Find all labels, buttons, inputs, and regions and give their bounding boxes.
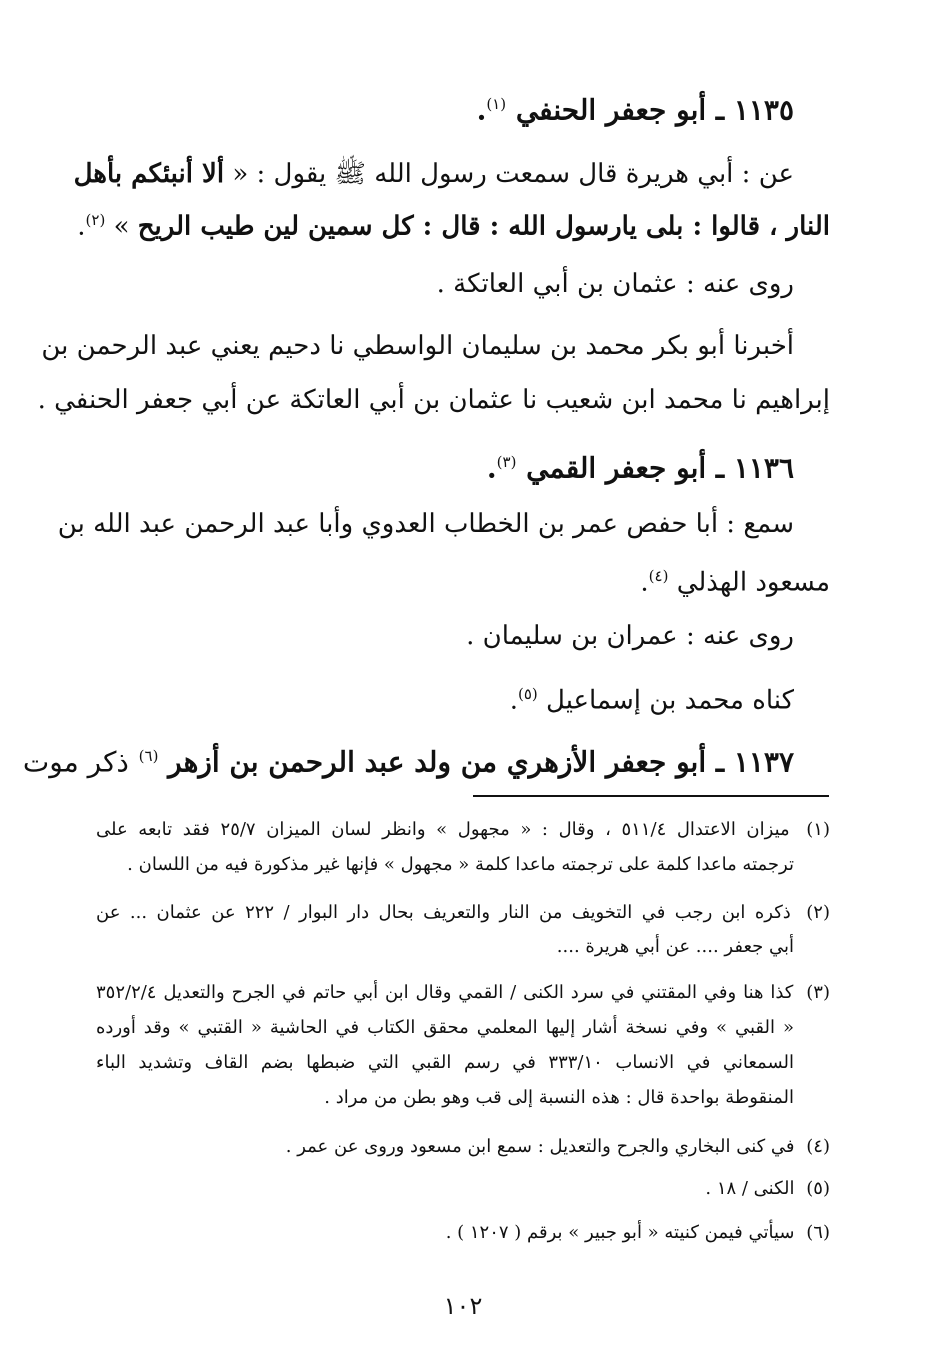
footnote-3-line-3: السمعاني في الانساب ٣٣٣/١٠ في رسم القبي التي ضبطها بضم القاف وتشديد الباء	[96, 1052, 794, 1073]
hadith-line-1	[73, 154, 830, 194]
footnote-text: سيأتي فيمن كنيته « أبو جبير » برقم ( ١٢٠٧ ) .	[445, 1222, 795, 1243]
hadith-text-bold: ألا أنبئكم بأهل	[73, 159, 225, 189]
entry-1137-heading	[22, 734, 830, 784]
footnote-1-line-2: ترجمته ماعدا كلمة على ترجمته ماعدا كلمة « مجهول » فإنها غير مذكورة فيه من اللسان .	[127, 854, 794, 875]
heard-line-1: سمع : أبا حفص عمر بن الخطاب العدوي وأبا عبد الرحمن عبد الله بن	[57, 509, 794, 539]
footnote-text: الكنى / ١٨ .	[705, 1178, 795, 1199]
entry-heading-text: ١١٣٦ ـ أبو جعفر القمي	[526, 451, 794, 485]
footnote-6	[96, 1218, 830, 1248]
footnote-ref: (٥)	[517, 685, 538, 703]
narrator-line: روى عنه : عثمان بن أبي العاتكة .	[436, 269, 794, 299]
hadith-line-2	[77, 200, 830, 247]
period: .	[77, 211, 86, 242]
footnote-number: (٣)	[806, 982, 830, 1003]
footnote-ref: (٣)	[496, 453, 517, 471]
entry-1135-heading: ١١٣٥ ـ أبو جعفر الحنفي $^{(١)}$.	[476, 93, 794, 127]
kunya-line	[96, 674, 830, 721]
footnote-text: في كنى البخاري والجرح والتعديل : سمع ابن مسعود وروى عن عمر .	[285, 1136, 795, 1157]
period: .	[640, 567, 649, 598]
footnote-2-line-1	[96, 898, 830, 928]
page-number: ١٠٢	[443, 1292, 483, 1320]
footnote-number: (٢)	[806, 902, 830, 923]
footnote-text: ميزان الاعتدال ٥١١/٤ ، وقال : « مجهول » وانظر لسان الميزان ٢٥/٧ فقد تابعه على	[96, 819, 790, 840]
period: .	[509, 685, 518, 716]
footnote-number: (١)	[806, 819, 830, 840]
footnote-3-line-4: المنقوطة بواحدة قال : هذه النسبة إلى قب وهو بطن من مراد .	[324, 1087, 794, 1108]
footnote-number: (٥)	[806, 1178, 830, 1199]
heard-line-2	[96, 556, 830, 603]
footnote-3-line-2: « القبي » وفي نسخة أشار إليها المعلمي محقق الكتاب في الحاشية « القتبي » وقد أورده	[96, 1017, 794, 1038]
footnote-ref: (١)	[486, 95, 507, 113]
entry-heading-text: ١١٣٥ ـ أبو جعفر الحنفي	[515, 93, 794, 127]
footnote-3-line-1	[96, 978, 830, 1008]
footnote-text: ذكره ابن رجب في التخويف من النار والتعريف بحال دار البوار / ٢٢٢ عن عثمان ... عن	[96, 902, 791, 923]
narrator-line: روى عنه : عمران بن سليمان .	[466, 621, 794, 651]
footnote-text: كذا هنا وفي المقتني في سرد الكنى / القمي وقال ابن أبي حاتم في الجرح والتعديل ٣٥٢/٢/٤	[96, 982, 794, 1003]
isnad-line-2: إبراهيم نا محمد ابن شعيب نا عثمان بن أبي العاتكة عن أبي جعفر الحنفي .	[37, 385, 830, 415]
heard-text: مسعود الهذلي	[676, 567, 830, 598]
entry-1136-heading: ١١٣٦ ـ أبو جعفر القمي $^{(٣)}$.	[486, 451, 794, 485]
footnote-1-line-1	[96, 815, 830, 845]
hadith-intro: عن : أبي هريرة قال سمعت رسول الله ﷺ يقول : «	[232, 159, 794, 189]
isnad-line-1: أخبرنا أبو بكر محمد بن سليمان الواسطي نا دحيم يعني عبد الرحمن بن	[41, 331, 794, 361]
footnote-number: (٦)	[806, 1222, 830, 1243]
hadith-text-bold: النار ، قالوا : بلى يارسول الله : قال : كل سمين لين طيب الريح	[137, 211, 830, 242]
footnote-2-line-2: أبي جعفر .... عن أبي هريرة ....	[556, 936, 794, 957]
hadith-close-quote: »	[113, 211, 130, 242]
footnote-ref: (٢)	[85, 211, 106, 229]
footnote-separator	[473, 795, 829, 797]
entry-heading-text: ١١٣٧ ـ أبو جعفر الأزهري من ولد عبد الرحمن بن أزهر	[168, 745, 794, 779]
footnote-ref: (٤)	[648, 567, 669, 585]
footnote-ref: (٦)	[138, 747, 159, 765]
kunya-text: كناه محمد بن إسماعيل	[546, 685, 794, 716]
footnote-number: (٤)	[806, 1136, 830, 1157]
entry-continuation: ذكر موت	[22, 745, 129, 779]
footnote-5	[96, 1174, 830, 1204]
footnote-4	[96, 1132, 830, 1162]
